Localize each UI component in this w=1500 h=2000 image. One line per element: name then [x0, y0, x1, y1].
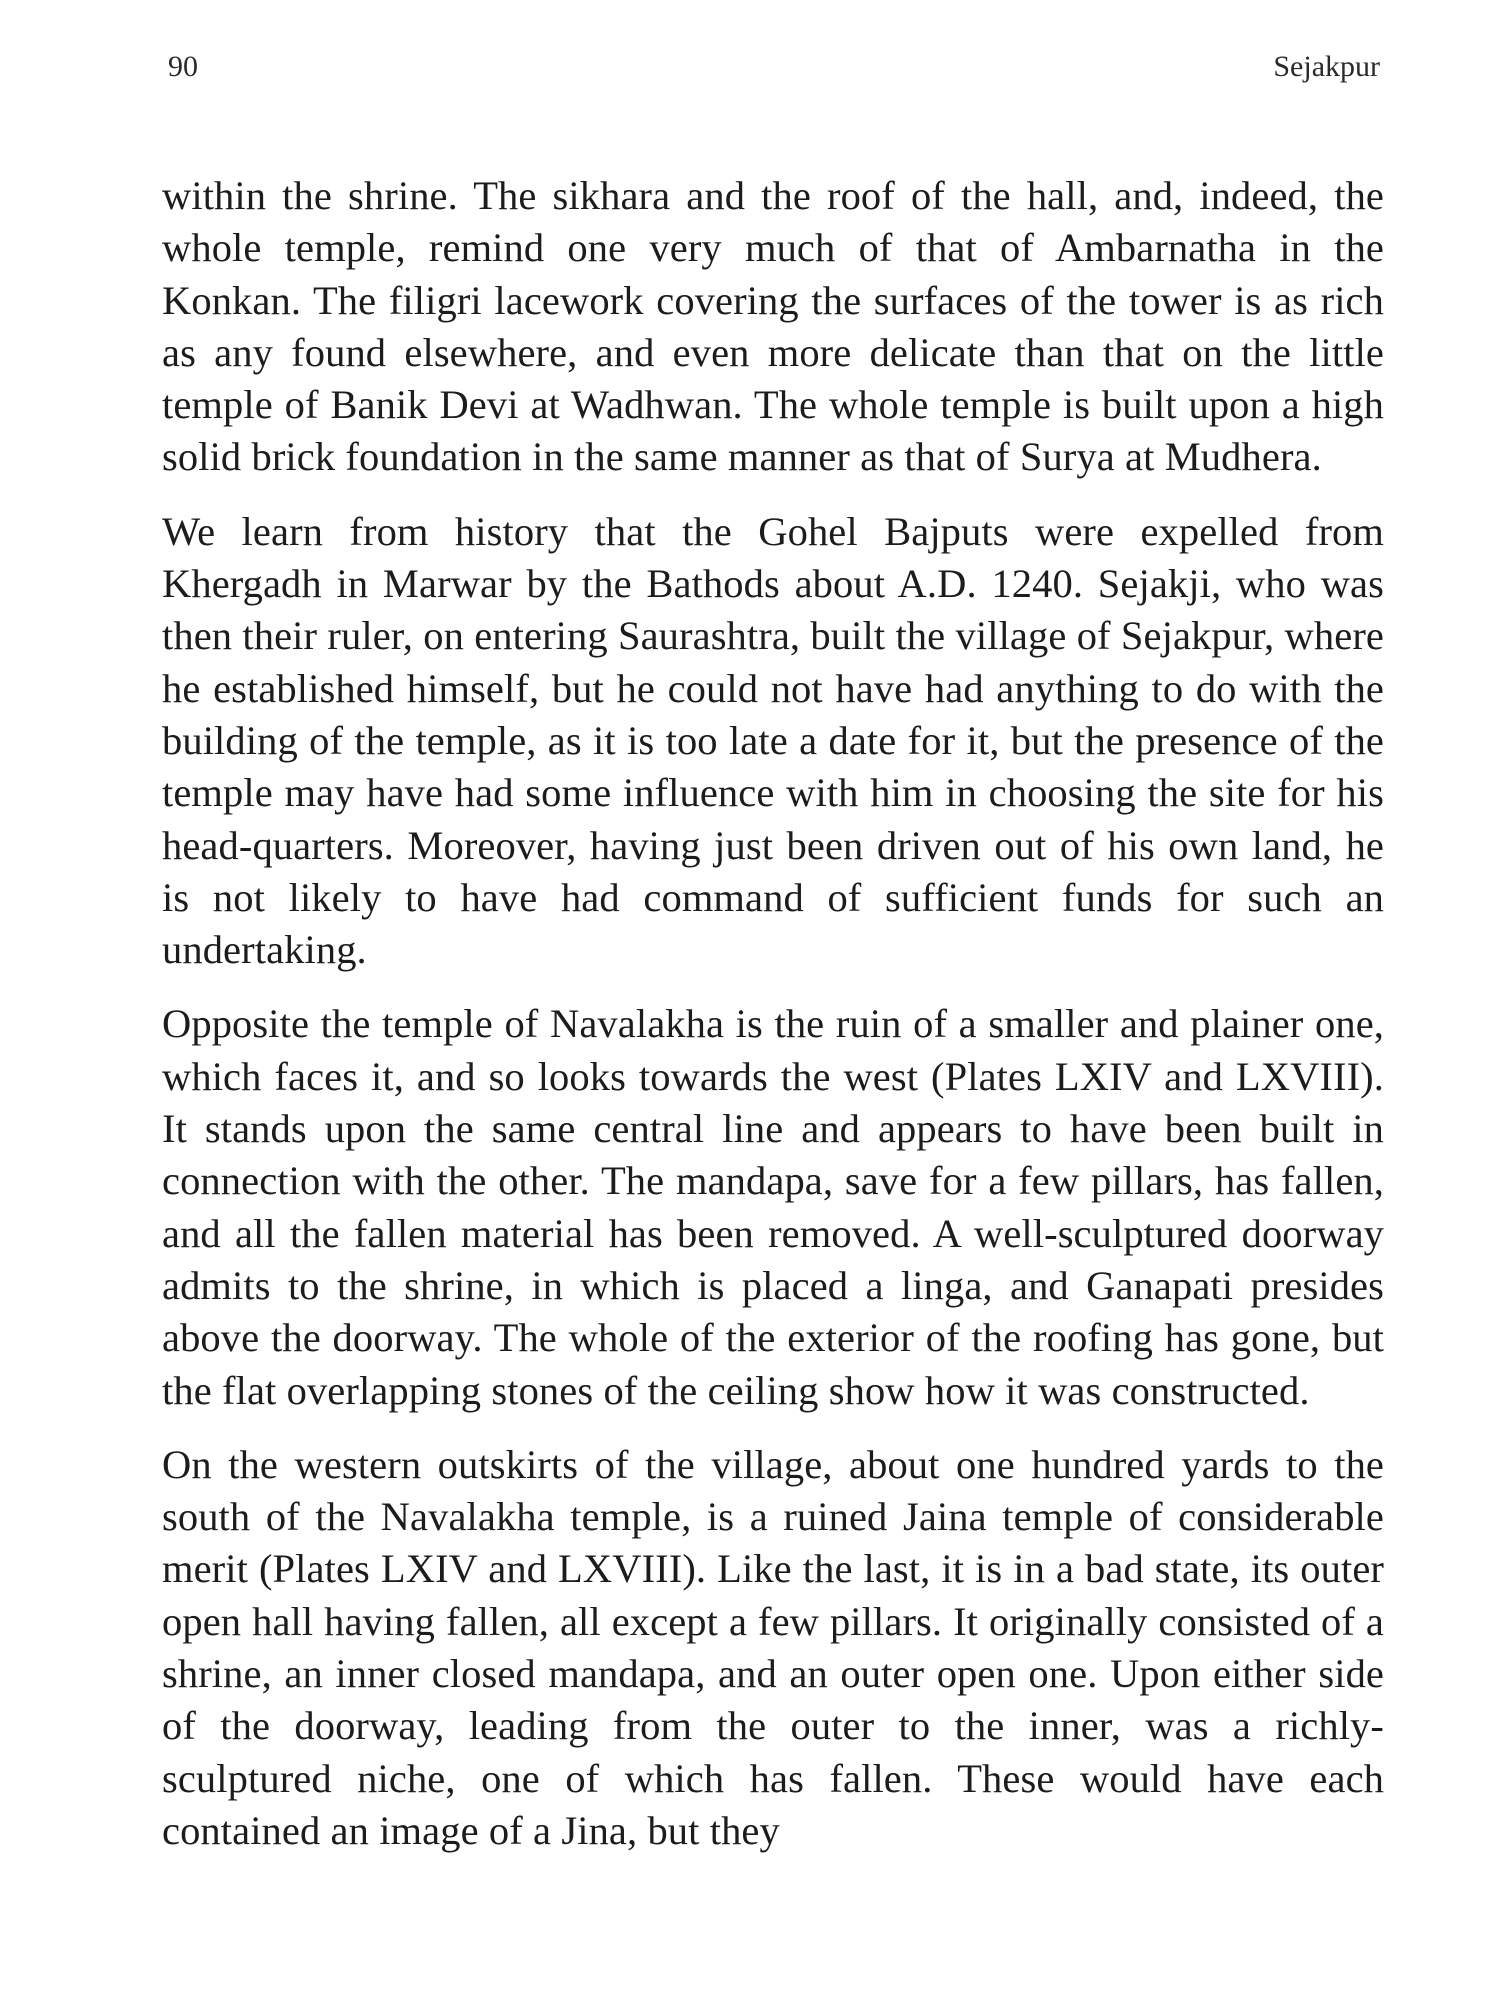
- paragraph-opposite-temple: Opposite the temple of Navalakha is the ruin of a smaller and plainer one, which faces it, and so looks towards the west (Plates LXIV and LXVIII). It stands upon the same central line and appears to have been built in connection with the other. The mandapa, save for a few pillars, has fallen, and all the fallen material has been removed. A well-sculptured doorway admits to the shrine, in which is placed a linga, and Ganapati presides above the doorway. The whole of the exterior of the roofing has gone, but the flat overlapping stones of the ceiling show how it was constructed.: [162, 1001, 1384, 1413]
- page-number: 90: [168, 50, 198, 83]
- paragraph-jaina-temple: On the western outskirts of the village, about one hundred yards to the south of the Navalakha temple, is a ruined Jaina temple of considerable merit (Plates LXIV and LXVIII). Like the last, it is in a bad state, its outer open hall having fallen, all except a few pillars. It originally consisted of a shrine, an inner closed mandapa, and an outer open one. Upon either side of the doorway, leading from the outer to the inner, was a richly-sculptured niche, one of which has fallen. These would have each contained an image of a Jina, but they: [162, 1441, 1384, 1853]
- page-header: [168, 50, 1380, 90]
- paragraph-gohel-history: We learn from history that the Gohel Bajputs were expelled from Khergadh in Marwar by the Bathods about A.D. 1240. Sejakji, who was then their ruler, on entering Saurashtra, built the village of Sejakpur, where he established himself, but he could not have had anything to do with the building of the temple, as it is too late a date for it, but the presence of the temple may have had some influence with him in choosing the site for his head-quarters. Moreover, having just been driven out of his own land, he is not likely to have had command of sufficient funds for such an undertaking.: [162, 508, 1384, 973]
- paragraph-shrine-description: within the shrine. The sikhara and the roof of the hall, and, indeed, the whole temple, remind one very much of that of Ambarnatha in the Konkan. The filigri lacework covering the surfaces of the tower is as rich as any found elsewhere, and even more delicate than that on the little temple of Banik Devi at Wadhwan. The whole temple is built upon a high solid brick foundation in the same manner as that of Surya at Mudhera.: [162, 173, 1384, 480]
- body-text: [162, 170, 1384, 1879]
- running-head: Sejakpur: [1273, 50, 1380, 83]
